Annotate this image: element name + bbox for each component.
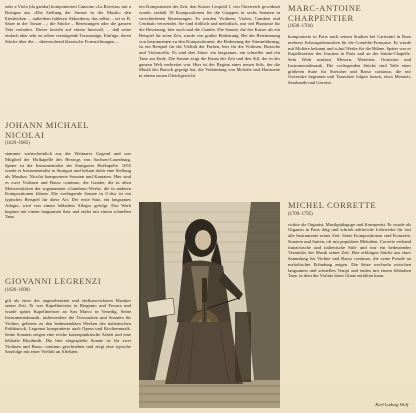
corrette-heading: MICHEL CORRETTE — [288, 200, 377, 210]
charpentier-text: komponierte in Paris nach seinen Studien bei Carissimi in Rom mehrere Schauspielmusiken für die Comédie-Française. Er wurde mit Molière bekannt und schuf Werke für die Bühne. Später war er Kapellmeister der Jesuiten in Paris und an der Sainte-Chapelle. Sein Werk umfasst Messen, Motetten, Oratorien und Instrumentalmusik. Die vorliegenden Stücke sind Teile einer größeren Suite für Streicher und Basso continuo, die mit Ouvertüre beginnen und Tanzsätze folgen lassen, etwa Menuett, Sarabande und Gavotte. — [288, 34, 413, 86]
nicolai-text: stammte wahrscheinlich aus der Weimarer Gegend und war Mitglied der Hofkapelle des Herzogs von Sachsen-Lauenburg. Später ist der Instrumentalist der Stuttgarter Hofkapelle. 1655 wurde er Instrumentalist in Stuttgart und bekam dafür eine Stellung als Musiker. Nicolai komponierte Sonaten und Kantaten. Hier sind es zwei Violinen und Basso continuo, die Gambe, die in alten Meisterstücken der sogenannten »Gamben«-Werke, die in anderen Kompositionen führen. Die vorliegende Sonate in G-dur ist ein typisches Beispiel für diese Art. Der erste Satz, ein langsames Adagio, wird von einem lebhaften Allegro gefolgt. Das Werk beginnt mit einem langsamen Satz und endet mit einem schnellen Tanz. — [5, 151, 133, 220]
charpentier-dates: (1636–1704) — [288, 24, 313, 30]
middle-text-block — [139, 4, 280, 194]
legrenzi-section — [5, 277, 131, 412]
engraving-figure-drawing — [139, 202, 280, 408]
charpentier-section — [288, 4, 411, 184]
middle-text: ten Komponisten der Zeit, den Kaiser Leopold I. von Österreich gewidmet wurde, enthält 18 Kompositionen für die Gruppen in sechs Sonaten in verschiedenen Besetzungen. Es werden Violinen, Violen, Gamben und Cembalo verwendet. Sie sind fröhlich und melodisch, mit viel Phantasie für die Besetzung, hier auch und die Gambe. Die Sonate, die der Kaiser als ein Beispiel für seine Zeit, wurde von großer Bedeutung. Bei der Bestimmung von Instrumenten zu den Kompositionen, die Bedeutung der Stimmführung, ist ein Beispiel für die Vielfalt der Farben, hier für die Violinen, Bratsche und Violoncello. Es sind drei Sätze: ein langsamer, ein schneller und ein Tanz am Ende. Die Sonate zeigt die Kunst der Zeit und den Stil, der in der ganzen Welt verbreitet war. Hier ist der Beginn eines neuen Stils, der die Musik des Barock geprägt hat, die Verbindung von Melodie und Harmonie in einem neuen Gleichgewicht. — [139, 4, 282, 78]
nicolai-section — [5, 121, 131, 281]
corrette-dates: (1709–1795) — [288, 211, 313, 217]
legrenzi-text-block — [5, 298, 131, 412]
nicolai-dates: (1629–1685) — [5, 141, 30, 147]
nicolai-heading: JOHANN MICHAEL NICOLAI — [5, 120, 89, 140]
left-intro-paragraph: oder a Viola (da gamba) komponierten Canzone »La Rovetta« mit a Bologna aus »Die Stellung der Sonate in der Musik« den Eindrücken ... außerdem bildeten Akkordeon, das selbst – sei es B. Sätze in der Tonart ...; die Stücke – Besetzungen oder die ganzen Takt verhaftet. Dieser besteht auf einem Intervall, ... daß seine einfach aber sehr zu sehen vermögende Tonauszüge, Einfüge, deren Stücke über die ... überraschend klassische Formsichtungen ... — [5, 4, 133, 44]
author-signature: Karl Ludwig Wolf — [375, 402, 408, 407]
corrette-text: wirkte als Organist, Musikpädagoge und Komponist. Er wurde als Organist in Paris tätig und schrieb zahlreiche Lehrwerke für fast alle Instrumente seiner Zeit. Seine Kompositionen sind Konzerte, Sonaten und Suiten, oft mit populären Melodien. Corrette verband französische und italienische Stile und war ein bedeutender Vermittler der Musik seiner Zeit. Hier erklingen Stücke aus einer Sammlung für Violine und Basso continuo, die seine Freude an melodischer Erfindung zeigen. Die Sätze wechseln zwischen langsamen und schnellen Tempi und enden mit einem lebhaften Tanz, in dem die Violine ihren Glanz entfalten kann. — [288, 221, 413, 279]
engraving-illustration — [139, 202, 280, 408]
legrenzi-text: gilt als einer der angesehensten und einflussreichsten Musiker seiner Zeit. Er war Kapellmeister in Bergamo und Ferrara und wurde später Kapellmeister an San Marco in Venedig. Seine Instrumentalmusik, insbesondere die Triosonaten und Sonaten für Violine, gehören zu den bedeutendsten Werken des italienischen Frühbarock. Legrenzi komponierte auch Opern und Kirchenmusik. Seine Sonaten zeigen eine reiche kontrapunktische Arbeit und eine lebhafte Rhythmik. Die hier eingespielte Sonate ist für zwei Violinen und Basso continuo geschrieben und zeigt eine typische Satzfolge mit einer Vielfalt an Affekten. — [5, 297, 133, 355]
charpentier-heading: MARC-ANTOINE CHARPENTIER — [288, 3, 362, 23]
corrette-section — [288, 201, 411, 404]
legrenzi-dates: (1626–1690) — [5, 287, 30, 293]
corrette-text-block — [288, 222, 411, 404]
charpentier-text-block — [288, 34, 411, 184]
left-intro-text — [5, 4, 131, 116]
nicolai-text-block — [5, 151, 131, 281]
legrenzi-heading: GIOVANNI LEGRENZI — [5, 276, 102, 286]
